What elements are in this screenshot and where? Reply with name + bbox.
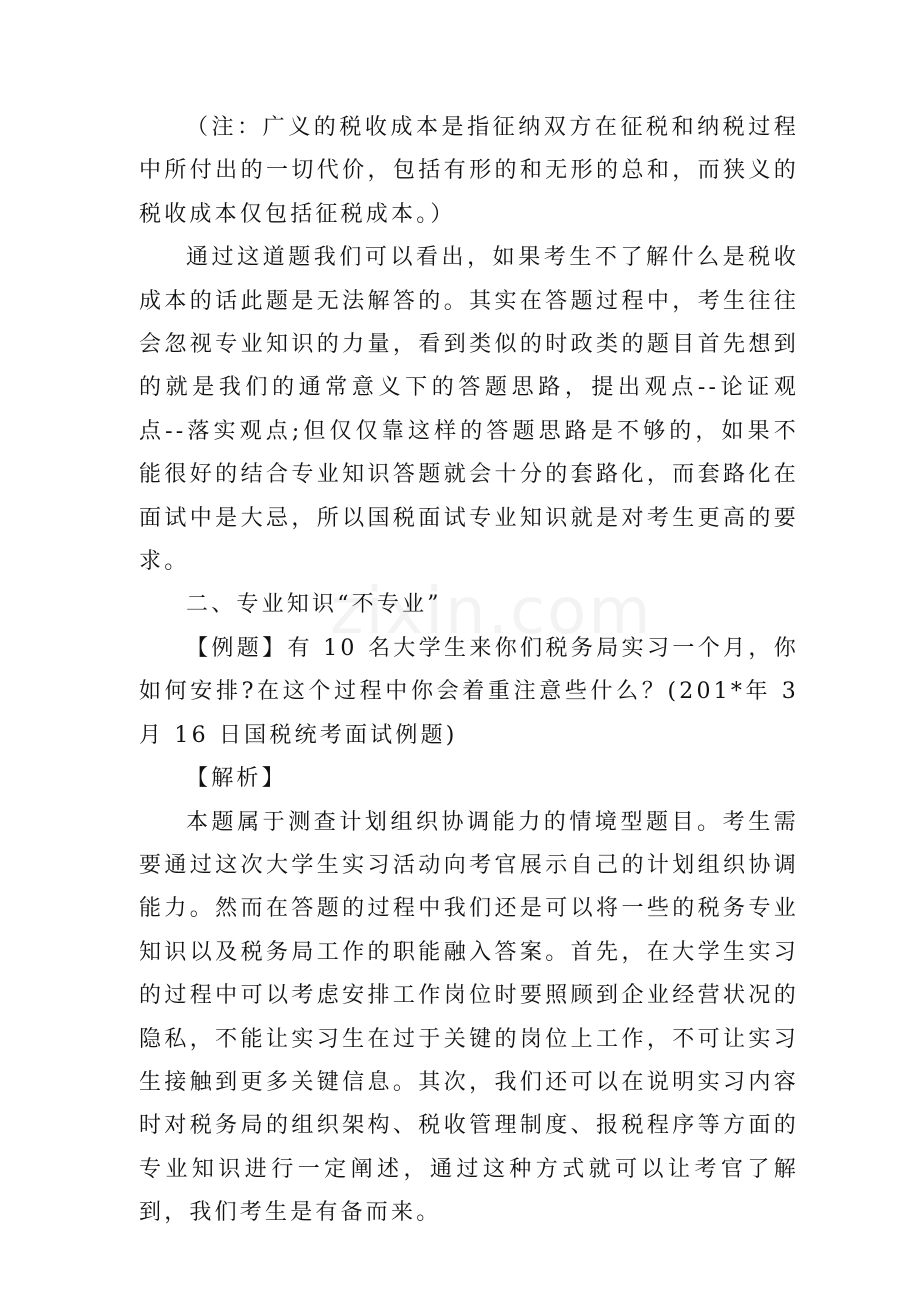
paragraph-analysis: 通过这道题我们可以看出，如果考生不了解什么是税收成本的话此题是无法解答的。其实在答题过程中，考生往往会忽视专业知识的力量，看到类似的时政类的题目首先想到的就是我们的通常意义下的答题思路，提出观点--论证观点--落实观点;但仅仅靠这样的答题思路是不够的，如果不能很好的结合专业知识答题就会十分的套路化，而套路化在面试中是大忌，所以国税面试专业知识就是对考生更高的要求。 [139,245,799,575]
paragraph-example: 【例题】有 10 名大学生来你们税务局实习一个月，你如何安排?在这个过程中你会着重注意些什么？(201*年 3 月 16 日国税统考面试例题) [139,635,799,748]
document-body [139,106,799,1235]
paragraph-jiexi-body: 本题属于测查计划组织协调能力的情境型题目。考生需要通过这次大学生实习活动向考官展示自己的计划组织协调能力。然而在答题的过程中我们还是可以将一些的税务专业知识以及税务局工作的职能融入答案。首先，在大学生实习的过程中可以考虑安排工作岗位时要照顾到企业经营状况的隐私，不能让实习生在过于关键的岗位上工作，不可让实习生接触到更多关键信息。其次，我们还可以在说明实习内容时对税务局的组织架构、税收管理制度、报税程序等方面的专业知识进行一定阐述，通过这种方式就可以让考官了解到，我们考生是有备而来。 [139,809,799,1226]
paragraph-jiexi-label: 【解析】 [186,766,287,792]
paragraph-note: （注：广义的税收成本是指征纳双方在征税和纳税过程中所付出的一切代价，包括有形的和无形的总和，而狭义的税收成本仅包括征税成本。） [139,115,799,227]
section-heading: 二、专业知识“不专业” [186,592,442,618]
